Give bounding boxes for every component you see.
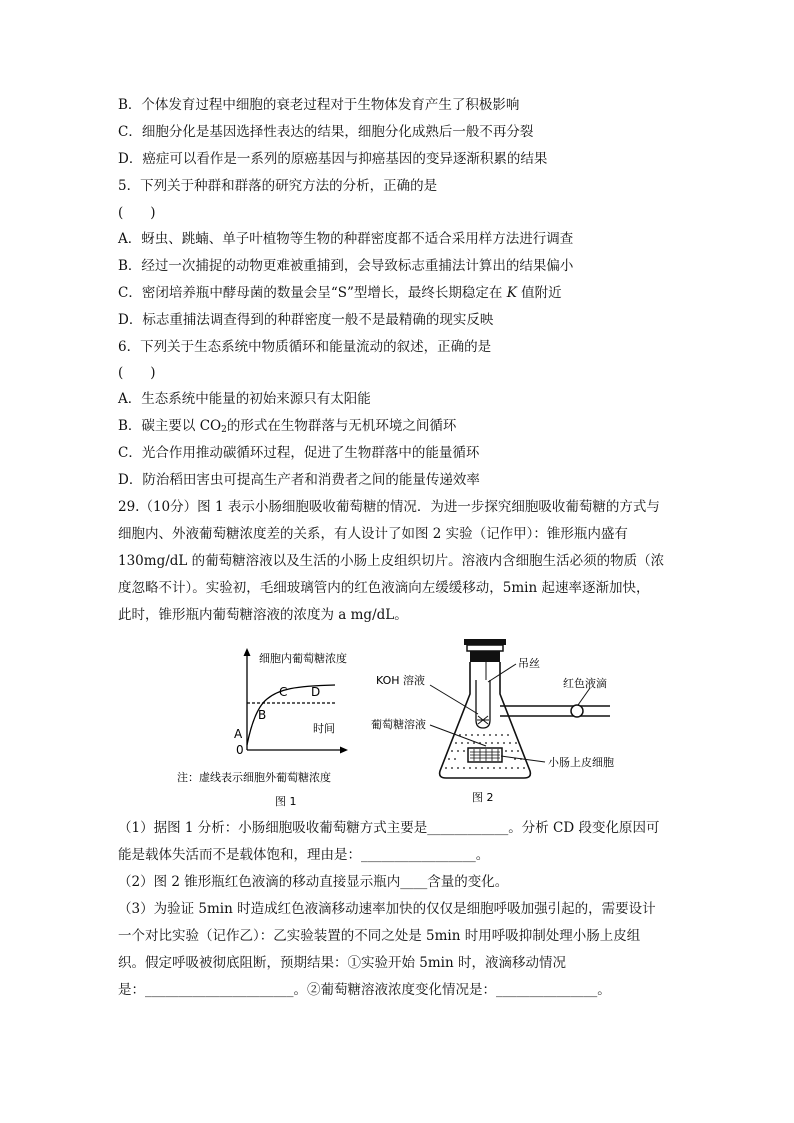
q29-sub3-line-2: 一个对比实验（记作乙）：乙实验装置的不同之处是 5min 时用呼吸抑制处理小肠上皮组 <box>118 928 641 944</box>
q4-option-d: D．癌症可以看作是一系列的原癌基因与抑癌基因的变异逐渐积累的结果 <box>118 151 548 167</box>
q5-stem: 5．下列关于种群和群落的研究方法的分析，正确的是 <box>118 178 438 194</box>
q5-option-a: A．蚜虫、跳蝻、单子叶植物等生物的种群密度都不适合采用样方法进行调查 <box>118 231 574 247</box>
q29-line-1: 29.（10分）图 1 表示小肠细胞吸收葡萄糖的情况．为进一步探究细胞吸收葡萄糖的方式与 <box>118 499 660 515</box>
figure-2-tissue-label: 小肠上皮细胞 <box>548 756 614 769</box>
figure-2-red-drop <box>571 705 583 717</box>
figure-2-wire-label: 吊丝 <box>518 657 540 670</box>
q29-sub1-line-1: （1）据图 1 分析：小肠细胞吸收葡萄糖方式主要是____________。分析 CD 段变化原因可 <box>118 820 660 836</box>
q5-option-c-post: 值附近 <box>521 285 562 301</box>
figure-2-wire-leader <box>488 664 516 682</box>
figure-2-stopper-bottom <box>470 651 500 662</box>
q5-option-c <box>118 283 562 303</box>
figure-1-point-b: B <box>258 708 267 722</box>
figure-2-koh-tube <box>476 680 490 728</box>
q6-answer-paren: ( ) <box>118 365 156 381</box>
figure-1-point-d: D <box>311 685 321 699</box>
q4-option-c: C．细胞分化是基因选择性表达的结果，细胞分化成熟后一般不再分裂 <box>118 124 534 140</box>
figure-1-ylabel: 细胞内葡萄糖浓度 <box>259 652 347 665</box>
q29-line-5: 此时，锥形瓶内葡萄糖溶液的浓度为 a mg/dL。 <box>118 607 408 623</box>
figure-1-caption: 图 1 <box>275 795 297 808</box>
figure-1-origin: 0 <box>236 743 244 757</box>
q29-sub2: （2）图 2 锥形瓶红色液滴的移动直接显示瓶内____含量的变化。 <box>118 874 509 890</box>
q6-option-a: A．生态系统中能量的初始来源只有太阳能 <box>118 391 371 407</box>
figure-1-note: 注：虚线表示细胞外葡萄糖浓度 <box>177 771 331 784</box>
q29-sub3-line-4: 是：______________________。②葡萄糖溶液浓度变化情况是：_______________。 <box>118 982 611 998</box>
q29-sub3-line-3: 织。假定呼吸被彻底阻断，预期结果：①实验开始 5min 时，液滴移动情况 <box>118 955 566 971</box>
figure-1-xlabel: 时间 <box>313 722 335 735</box>
figure-1-y-arrow <box>244 648 251 656</box>
figure-1-x-arrow <box>340 747 348 754</box>
q29-line-2: 细胞内、外液葡萄糖浓度差的关系，有人设计了如图 2 实验（记作甲）：锥形瓶内盛有 <box>118 526 628 542</box>
figure-2-glucose-label: 葡萄糖溶液 <box>371 718 426 731</box>
q6-stem: 6．下列关于生态系统中物质循环和能量流动的叙述，正确的是 <box>118 339 492 355</box>
q6-option-d: D．防治稻田害虫可提高生产者和消费者之间的能量传递效率 <box>118 472 480 488</box>
figure-2-drop-leader <box>578 688 590 705</box>
figure-2-stopper-top <box>464 639 506 645</box>
figure-1-point-c: C <box>279 685 288 699</box>
q5-answer-paren: ( ) <box>118 205 156 221</box>
figure-1-point-a: A <box>234 727 243 741</box>
q6-option-c: C．光合作用推动碳循环过程，促进了生物群落中的能量循环 <box>118 445 480 461</box>
q6-option-b-post: 的形式在生物群落与无机环境之间循环 <box>226 418 457 434</box>
figure-2 <box>370 636 640 812</box>
figure-2-stopper-middle <box>467 645 503 651</box>
figure-2-drop-label: 红色液滴 <box>563 677 607 690</box>
q29-line-4: 度忽略不计）。实验初，毛细玻璃管内的红色液滴向左缓缓移动，5min 起速率逐渐加快， <box>118 580 650 596</box>
q5-option-b: B．经过一次捕捉的动物更难被重捕到，会导致标志重捕法计算出的结果偏小 <box>118 258 574 274</box>
q6-option-b <box>118 416 456 440</box>
figure-2-koh-label: KOH 溶液 <box>376 674 426 687</box>
q6-option-b-pre: B．碳主要以 CO <box>118 418 222 434</box>
q5-option-c-pre: C．密闭培养瓶中酵母菌的数量会呈“S”型增长，最终长期稳定在 <box>118 285 503 301</box>
figure-2-caption: 图 2 <box>472 791 494 804</box>
q6-option-b-sub: 2 <box>221 425 227 435</box>
q29-line-3: 130mg/dL 的葡萄糖溶液以及生活的小肠上皮组织切片。溶液内含细胞生活必须的物质（浓 <box>118 553 665 569</box>
q5-option-c-k: K <box>506 285 517 301</box>
q29-sub3-line-1: （3）为验证 5min 时造成红色液滴移动速率加快的仅仅是细胞呼吸加强引起的，需要设计 <box>118 901 656 917</box>
q29-sub1-line-2: 能是载体失活而不是载体饱和，理由是：_________________。 <box>118 847 490 863</box>
q5-option-d: D．标志重捕法调查得到的种群密度一般不是最精确的现实反映 <box>118 312 494 328</box>
q4-option-b: B．个体发育过程中细胞的衰老过程对于生物体发育产生了积极影响 <box>118 97 520 113</box>
